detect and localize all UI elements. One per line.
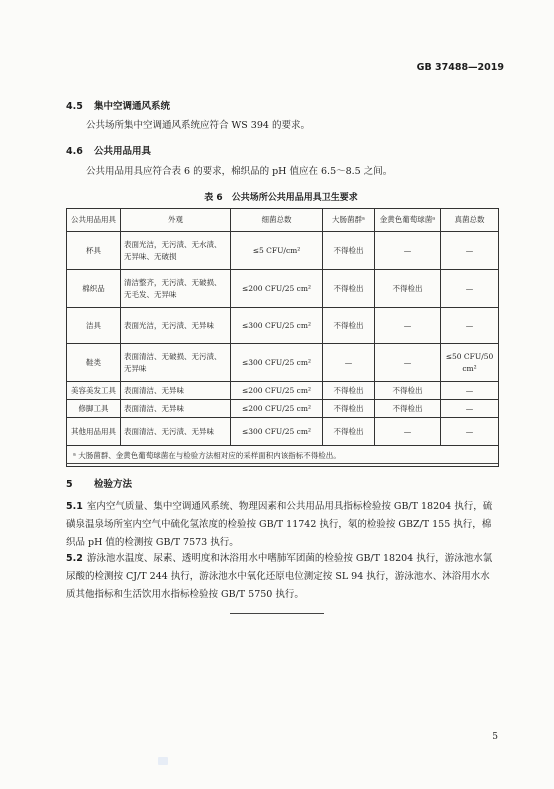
table-row <box>67 232 499 270</box>
table-cell: 表面清洁、无破损、无污渍、无异味 <box>121 344 231 382</box>
table-cell: ≤200 CFU/25 cm² <box>231 382 323 400</box>
table-cell: 美容美发工具 <box>67 382 121 400</box>
standard-code: GB 37488—2019 <box>416 62 504 73</box>
table-cell: 表面光洁，无污渍、无水渍、无异味、无破损 <box>121 232 231 270</box>
clause-text: 游泳池水温度、尿素、透明度和沐浴用水中嗜肺军团菌的检验按 GB/T 18204 执行，游泳池水氯尿酸的检测按 CJ/T 244 执行，游泳池水中氧化还原电位测定按 SL 94 执行，游泳池水、沐浴用水水质其他指标和生活饮用水指标检验按 GB/T 5750 执行。 <box>66 553 493 600</box>
end-of-text-rule <box>230 613 324 614</box>
table-cell: 表面清洁、无异味 <box>121 382 231 400</box>
table-cell: — <box>441 232 499 270</box>
table-cell: ≤300 CFU/25 cm² <box>231 418 323 446</box>
table-cell: ≤300 CFU/25 cm² <box>231 344 323 382</box>
section-5-heading <box>66 476 132 490</box>
table-cell: — <box>323 344 375 382</box>
table-cell: — <box>441 308 499 344</box>
table-cell: 杯具 <box>67 232 121 270</box>
section-4-5-text: 公共场所集中空调通风系统应符合 WS 394 的要求。 <box>86 120 310 131</box>
table-row <box>67 418 499 446</box>
table-cell: 不得检出 <box>323 308 375 344</box>
table-cell: 表面清洁、无污渍、无异味 <box>121 418 231 446</box>
section-4-5-heading <box>66 98 170 112</box>
section-number: 4.5 <box>66 101 83 112</box>
table-cell: — <box>375 308 441 344</box>
section-title: 检验方法 <box>94 479 133 490</box>
clause-number: 5.1 <box>66 501 83 512</box>
column-header: 大肠菌群ᵃ <box>323 209 375 232</box>
section-4-6-text: 公共用品用具应符合表 6 的要求，棉织品的 pH 值应在 6.5～8.5 之间。 <box>86 166 393 177</box>
table-cell: 修脚工具 <box>67 400 121 418</box>
scan-mark <box>158 757 168 765</box>
table-row <box>67 344 499 382</box>
table-caption: 表 6 公共场所公共用品用具卫生要求 <box>204 193 358 203</box>
table-cell: ≤200 CFU/25 cm² <box>231 400 323 418</box>
table-cell: 其他用品用具 <box>67 418 121 446</box>
section-title: 公共用品用具 <box>94 146 152 157</box>
column-header: 公共用品用具 <box>67 209 121 232</box>
table-cell: ≤5 CFU/cm² <box>231 232 323 270</box>
page-number: 5 <box>492 732 498 742</box>
table-header-row <box>67 209 499 232</box>
table-cell: 清洁整齐，无污渍、无破损、无毛发、无异味 <box>121 270 231 308</box>
table-cell: 不得检出 <box>375 270 441 308</box>
clause-number: 5.2 <box>66 553 83 564</box>
table-row <box>67 400 499 418</box>
table-cell: 洁具 <box>67 308 121 344</box>
column-header: 金黄色葡萄球菌ᵃ <box>375 209 441 232</box>
table-cell: 不得检出 <box>323 418 375 446</box>
table-cell: — <box>441 400 499 418</box>
table-row <box>67 270 499 308</box>
table-cell: ≤300 CFU/25 cm² <box>231 308 323 344</box>
table-cell: 不得检出 <box>323 270 375 308</box>
section-number: 4.6 <box>66 146 83 157</box>
section-number: 5 <box>66 479 73 490</box>
table-cell: ≤50 CFU/50 cm² <box>441 344 499 382</box>
column-header: 真菌总数 <box>441 209 499 232</box>
table-cell: 不得检出 <box>323 400 375 418</box>
table-cell: 不得检出 <box>323 382 375 400</box>
table-cell: — <box>441 382 499 400</box>
table-footnote: ᵃ 大肠菌群、金黄色葡萄球菌在与检验方法相对应的采样面积内该指标不得检出。 <box>67 446 499 467</box>
table-cell: — <box>375 344 441 382</box>
table-cell: 表面清洁、无异味 <box>121 400 231 418</box>
table-cell: 棉织品 <box>67 270 121 308</box>
table-cell: — <box>375 232 441 270</box>
table-cell: 不得检出 <box>375 382 441 400</box>
table-cell: 不得检出 <box>323 232 375 270</box>
table-cell: 表面光洁，无污渍、无异味 <box>121 308 231 344</box>
table-cell: 鞋类 <box>67 344 121 382</box>
table-cell: — <box>375 418 441 446</box>
column-header: 细菌总数 <box>231 209 323 232</box>
clause-5-1 <box>66 498 496 552</box>
clause-text: 室内空气质量、集中空调通风系统、物理因素和公共用品用具指标检验按 GB/T 18204 执行，硫磺泉温泉场所室内空气中硫化氢浓度的检验按 GB/T 11742 执行，氡的检验按 GBZ/T 155 执行，棉织品 pH 值的检测按 GB/T 7573 执行。 <box>66 501 493 548</box>
section-divider <box>66 463 498 464</box>
table-cell: — <box>441 270 499 308</box>
section-4-6-heading <box>66 143 151 157</box>
table-cell: ≤200 CFU/25 cm² <box>231 270 323 308</box>
table-cell: 不得检出 <box>375 400 441 418</box>
clause-5-2 <box>66 550 496 604</box>
table-row <box>67 382 499 400</box>
table-row <box>67 308 499 344</box>
hygiene-requirements-table <box>66 208 499 467</box>
column-header: 外观 <box>121 209 231 232</box>
table-cell: — <box>441 418 499 446</box>
section-title: 集中空调通风系统 <box>94 101 171 112</box>
